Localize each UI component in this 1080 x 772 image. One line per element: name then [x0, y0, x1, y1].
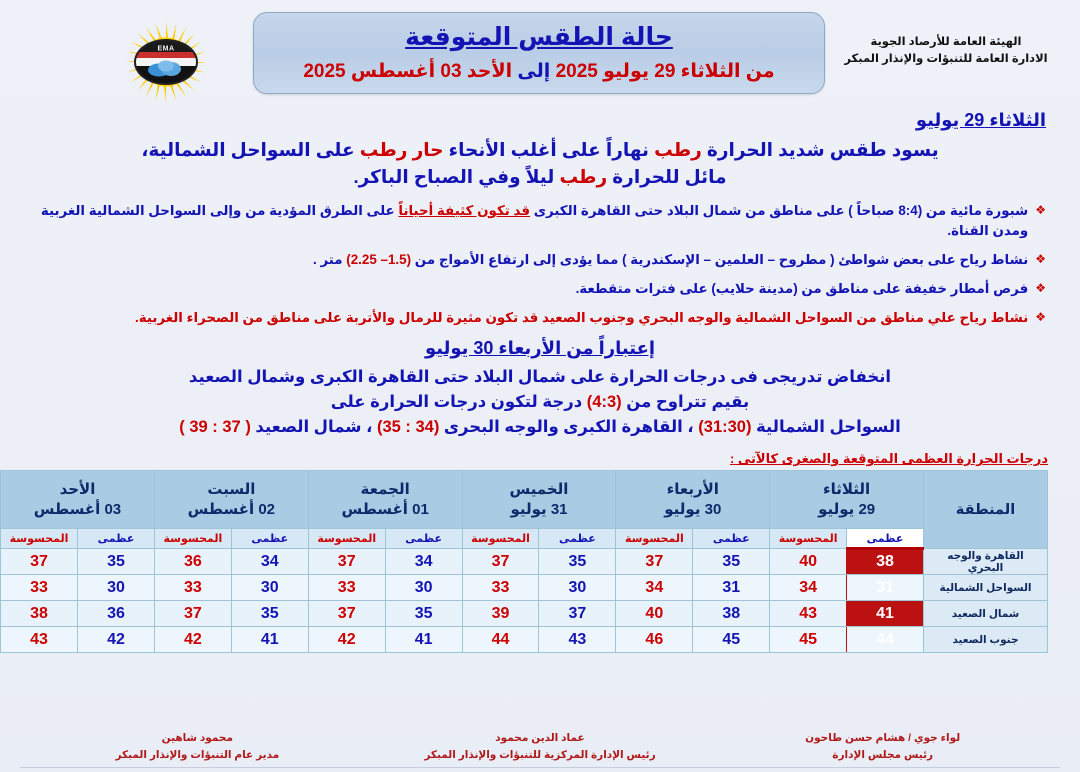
tuesday-heading: الثلاثاء 29 يوليو — [915, 110, 1046, 130]
day-date: 01 أغسطس — [341, 500, 429, 518]
table-subheader-max: عظمى — [78, 529, 155, 549]
table-subheader-max: عظمى — [539, 529, 616, 549]
bullet-text — [34, 201, 1028, 241]
table-cell-max-temp: 35 — [78, 549, 155, 575]
table-cell-feels-temp: 37 — [616, 549, 693, 575]
table-cell-feels-temp: 39 — [462, 601, 539, 627]
date-range-end: الأحد 03 أغسطس 2025 — [303, 61, 513, 83]
forecast-table-wrapper — [9, 470, 1062, 653]
table-header-day — [770, 471, 924, 529]
table-cell-max-temp: 42 — [78, 627, 155, 653]
table-header-day — [616, 471, 770, 529]
wednesday-line-3 — [48, 415, 1032, 440]
table-cell-feels-temp: 34 — [616, 575, 693, 601]
bullet-marker-icon: ❖ — [1035, 280, 1046, 295]
w-l3e: ، شمال الصعيد — [250, 417, 377, 436]
table-cell-region: القاهرة والوجه البحري — [924, 549, 1048, 575]
title-banner — [253, 12, 825, 94]
day-date: 02 أغسطس — [187, 500, 275, 518]
table-cell-feels-temp: 42 — [154, 627, 231, 653]
w-l3f: ( 37 : 39 ) — [179, 417, 251, 436]
table-subheader-feels: المحسوسة — [154, 529, 231, 549]
table-cell-feels-temp: 43 — [770, 601, 847, 627]
bullet-item — [34, 250, 1046, 270]
day-date: 29 يوليو — [818, 500, 876, 518]
signature-block — [711, 730, 1054, 764]
wednesday-line-1: انخفاض تدريجى فى درجات الحرارة على شمال البلاد حتى القاهرة الكبرى وشمال الصعيد — [188, 368, 892, 387]
w-l2c: درجة لتكون درجات الحرارة على — [330, 392, 587, 411]
table-cell-max-temp: 30 — [385, 575, 462, 601]
w-l2a: بقيم تتراوح من — [621, 392, 750, 411]
table-subheader-max: عظمى — [385, 529, 462, 549]
table-cell-max-temp: 35 — [385, 601, 462, 627]
table-subheader-max: عظمى — [847, 529, 924, 549]
table-body — [1, 549, 1048, 653]
table-cell-feels-temp: 37 — [462, 549, 539, 575]
footer-divider — [20, 767, 1060, 768]
day-date: 03 أغسطس — [33, 500, 122, 518]
t-l1d: حار رطب — [359, 139, 444, 160]
bullet-text-span: (1.5– 2.25) — [346, 251, 412, 267]
bullet-item — [34, 308, 1046, 328]
day-name: السبت — [207, 480, 256, 498]
temperature-table — [0, 470, 1048, 653]
signature-name: محمود شاهين — [161, 732, 233, 745]
wednesday-heading: إعتباراً من الأربعاء 30 يوليو — [424, 338, 656, 359]
page-title: حالة الطقس المتوقعة — [405, 23, 673, 51]
table-cell-feels-temp: 37 — [308, 549, 385, 575]
day-name: الثلاثاء — [822, 480, 871, 498]
table-cell-max-temp: 35 — [231, 601, 308, 627]
date-range-start: من الثلاثاء 29 يوليو 2025 — [555, 61, 775, 83]
bullet-item — [34, 279, 1046, 299]
table-cell-region: جنوب الصعيد — [924, 627, 1048, 653]
table-cell-feels-temp: 34 — [770, 575, 847, 601]
table-cell-feels-temp: 40 — [616, 601, 693, 627]
ema-logo — [114, 16, 218, 108]
date-range-connector: إلى — [517, 61, 551, 83]
table-cell-max-temp: 44 — [847, 627, 924, 653]
signature-role: رئيس الإدارة المركزية للتنبؤات والإنذار المبكر — [424, 749, 656, 762]
table-subheader-max: عظمى — [693, 529, 770, 549]
tuesday-bullet-list — [34, 201, 1046, 329]
t-l2a: مائل للحرارة — [607, 165, 727, 187]
table-cell-max-temp: 37 — [539, 601, 616, 627]
org-line-2: الادارة العامة للتنبؤات والإنذار المبكر — [844, 53, 1048, 66]
date-range — [254, 60, 824, 83]
table-cell-max-temp: 36 — [78, 601, 155, 627]
signature-footer — [0, 722, 1080, 764]
table-subheader-feels: المحسوسة — [308, 529, 385, 549]
bullet-marker-icon: ❖ — [1035, 251, 1046, 266]
bullet-text-span: متر . — [313, 251, 347, 267]
table-cell-feels-temp: 42 — [308, 627, 385, 653]
table-row — [1, 601, 1048, 627]
table-cell-max-temp: 35 — [693, 549, 770, 575]
organization-name — [830, 34, 1062, 69]
table-cell-feels-temp: 45 — [770, 627, 847, 653]
cloud-icon — [144, 58, 188, 78]
table-header-row-days — [1, 471, 1048, 529]
table-header-day — [462, 471, 616, 529]
t-l1a: يسود طقس شديد الحرارة — [701, 139, 939, 160]
bullet-text — [34, 279, 1028, 299]
day-name: الخميس — [509, 480, 569, 498]
ema-acronym: EMA — [157, 45, 175, 53]
table-cell-max-temp: 31 — [693, 575, 770, 601]
t-l1e: على السواحل الشمالية، — [141, 139, 360, 160]
signature-name: عماد الدين محمود — [495, 732, 585, 745]
w-l2b: (4:3) — [586, 392, 622, 411]
signature-block — [369, 730, 712, 764]
signature-block — [26, 730, 369, 764]
day-date: 30 يوليو — [664, 500, 722, 518]
table-cell-max-temp: 30 — [231, 575, 308, 601]
bullet-text-span: شبورة مائية من (8:4 صباحاً ) على مناطق من شمال البلاد حتى القاهرة الكبرى — [530, 202, 1029, 218]
wednesday-line-2 — [48, 390, 1032, 415]
day-name: الأربعاء — [666, 480, 719, 498]
table-row — [1, 627, 1048, 653]
bullet-text-span: نشاط رياح على بعض شواطئ ( مطروح – العلمين – الإسكندرية ) مما يؤدى إلى ارتفاع الأمواج من — [411, 251, 1029, 267]
table-cell-feels-temp: 46 — [616, 627, 693, 653]
signature-role: رئيس مجلس الإدارة — [832, 749, 934, 762]
table-cell-max-temp: 38 — [847, 549, 924, 575]
bullet-text-span: نشاط رياح علي مناطق من السواحل الشمالية والوجه البحري وجنوب الصعيد قد تكون مثيرة للرمال والأتربة على مناطق من الصحراء الغربية. — [135, 310, 1029, 326]
table-cell-max-temp: 30 — [539, 575, 616, 601]
t-l1b: رطب — [654, 139, 702, 160]
bullet-marker-icon: ❖ — [1035, 202, 1046, 217]
table-cell-feels-temp: 37 — [154, 601, 231, 627]
table-cell-feels-temp: 44 — [462, 627, 539, 653]
bullet-text-span: فرص أمطار خفيفة على مناطق من (مدينة حلايب) على فترات متقطعة. — [575, 280, 1029, 296]
table-cell-feels-temp: 33 — [462, 575, 539, 601]
table-cell-max-temp: 41 — [847, 601, 924, 627]
table-cell-feels-temp: 33 — [308, 575, 385, 601]
table-row — [1, 575, 1048, 601]
table-subheader-feels: المحسوسة — [1, 529, 78, 549]
table-cell-feels-temp: 40 — [770, 549, 847, 575]
t-l2c: ليلاً وفي الصباح الباكر. — [353, 165, 560, 187]
signature-name: لواء جوي / هشام حسن طاحون — [805, 732, 961, 745]
t-l1c: نهاراً على أغلب الأنحاء — [443, 139, 655, 160]
table-cell-region: شمال الصعيد — [924, 601, 1048, 627]
day-date: 31 يوليو — [510, 500, 568, 518]
bullet-text-span: على الطرق المؤدية من وإلى السواحل الشمالية الغربية ومدن القناة. — [40, 202, 1029, 238]
table-cell-max-temp: 38 — [693, 601, 770, 627]
bullet-text — [34, 250, 1028, 270]
table-header-day — [1, 471, 155, 529]
table-header-region: المنطقة — [924, 471, 1048, 549]
bullet-marker-icon: ❖ — [1035, 310, 1046, 325]
table-cell-feels-temp: 43 — [1, 627, 78, 653]
table-cell-max-temp: 31 — [847, 575, 924, 601]
tuesday-summary — [38, 137, 1042, 191]
table-cell-max-temp: 41 — [231, 627, 308, 653]
table-header-day — [308, 471, 462, 529]
table-cell-max-temp: 45 — [693, 627, 770, 653]
table-cell-feels-temp: 38 — [1, 601, 78, 627]
table-cell-max-temp: 43 — [539, 627, 616, 653]
w-l3c: ، القاهرة الكبرى والوجه البحرى — [439, 417, 699, 436]
w-l3a: السواحل الشمالية — [751, 417, 901, 436]
table-header-day — [154, 471, 308, 529]
table-header-row-subs — [1, 529, 1048, 549]
table-cell-feels-temp: 33 — [154, 575, 231, 601]
table-cell-feels-temp: 36 — [154, 549, 231, 575]
table-cell-region: السواحل الشمالية — [924, 575, 1048, 601]
table-subheader-feels: المحسوسة — [616, 529, 693, 549]
table-cell-feels-temp: 37 — [308, 601, 385, 627]
wednesday-details — [48, 365, 1032, 439]
day-name: الأحد — [59, 480, 96, 498]
w-l3b: (31:30) — [698, 417, 752, 436]
bullet-text-span: قد تكون كثيفة أحياناً — [398, 202, 530, 218]
table-subheader-feels: المحسوسة — [462, 529, 539, 549]
tuesday-summary-line-2 — [38, 164, 1042, 191]
forecast-content — [0, 110, 1080, 653]
table-subheader-feels: المحسوسة — [770, 529, 847, 549]
day-name: الجمعة — [360, 480, 410, 498]
tuesday-summary-line-1 — [38, 137, 1042, 164]
table-cell-max-temp: 35 — [539, 549, 616, 575]
table-caption: درجات الحرارة العظمى المتوقعة والصغرى كالآتى : — [729, 451, 1048, 467]
table-cell-max-temp: 34 — [231, 549, 308, 575]
page-header — [0, 0, 1080, 108]
table-head — [1, 471, 1048, 549]
table-subheader-max: عظمى — [231, 529, 308, 549]
table-row — [1, 549, 1048, 575]
table-cell-max-temp: 41 — [385, 627, 462, 653]
bullet-text — [34, 308, 1028, 328]
w-l3d: (34 : 35) — [376, 417, 440, 436]
signature-role: مدير عام التنبؤات والإنذار المبكر — [115, 749, 280, 762]
table-cell-feels-temp: 37 — [1, 549, 78, 575]
bullet-item — [34, 201, 1046, 241]
table-cell-max-temp: 34 — [385, 549, 462, 575]
table-cell-max-temp: 30 — [78, 575, 155, 601]
table-cell-feels-temp: 33 — [1, 575, 78, 601]
t-l2b: رطب — [559, 165, 608, 187]
org-line-1: الهيئة العامة للأرصاد الجوية — [870, 36, 1022, 48]
